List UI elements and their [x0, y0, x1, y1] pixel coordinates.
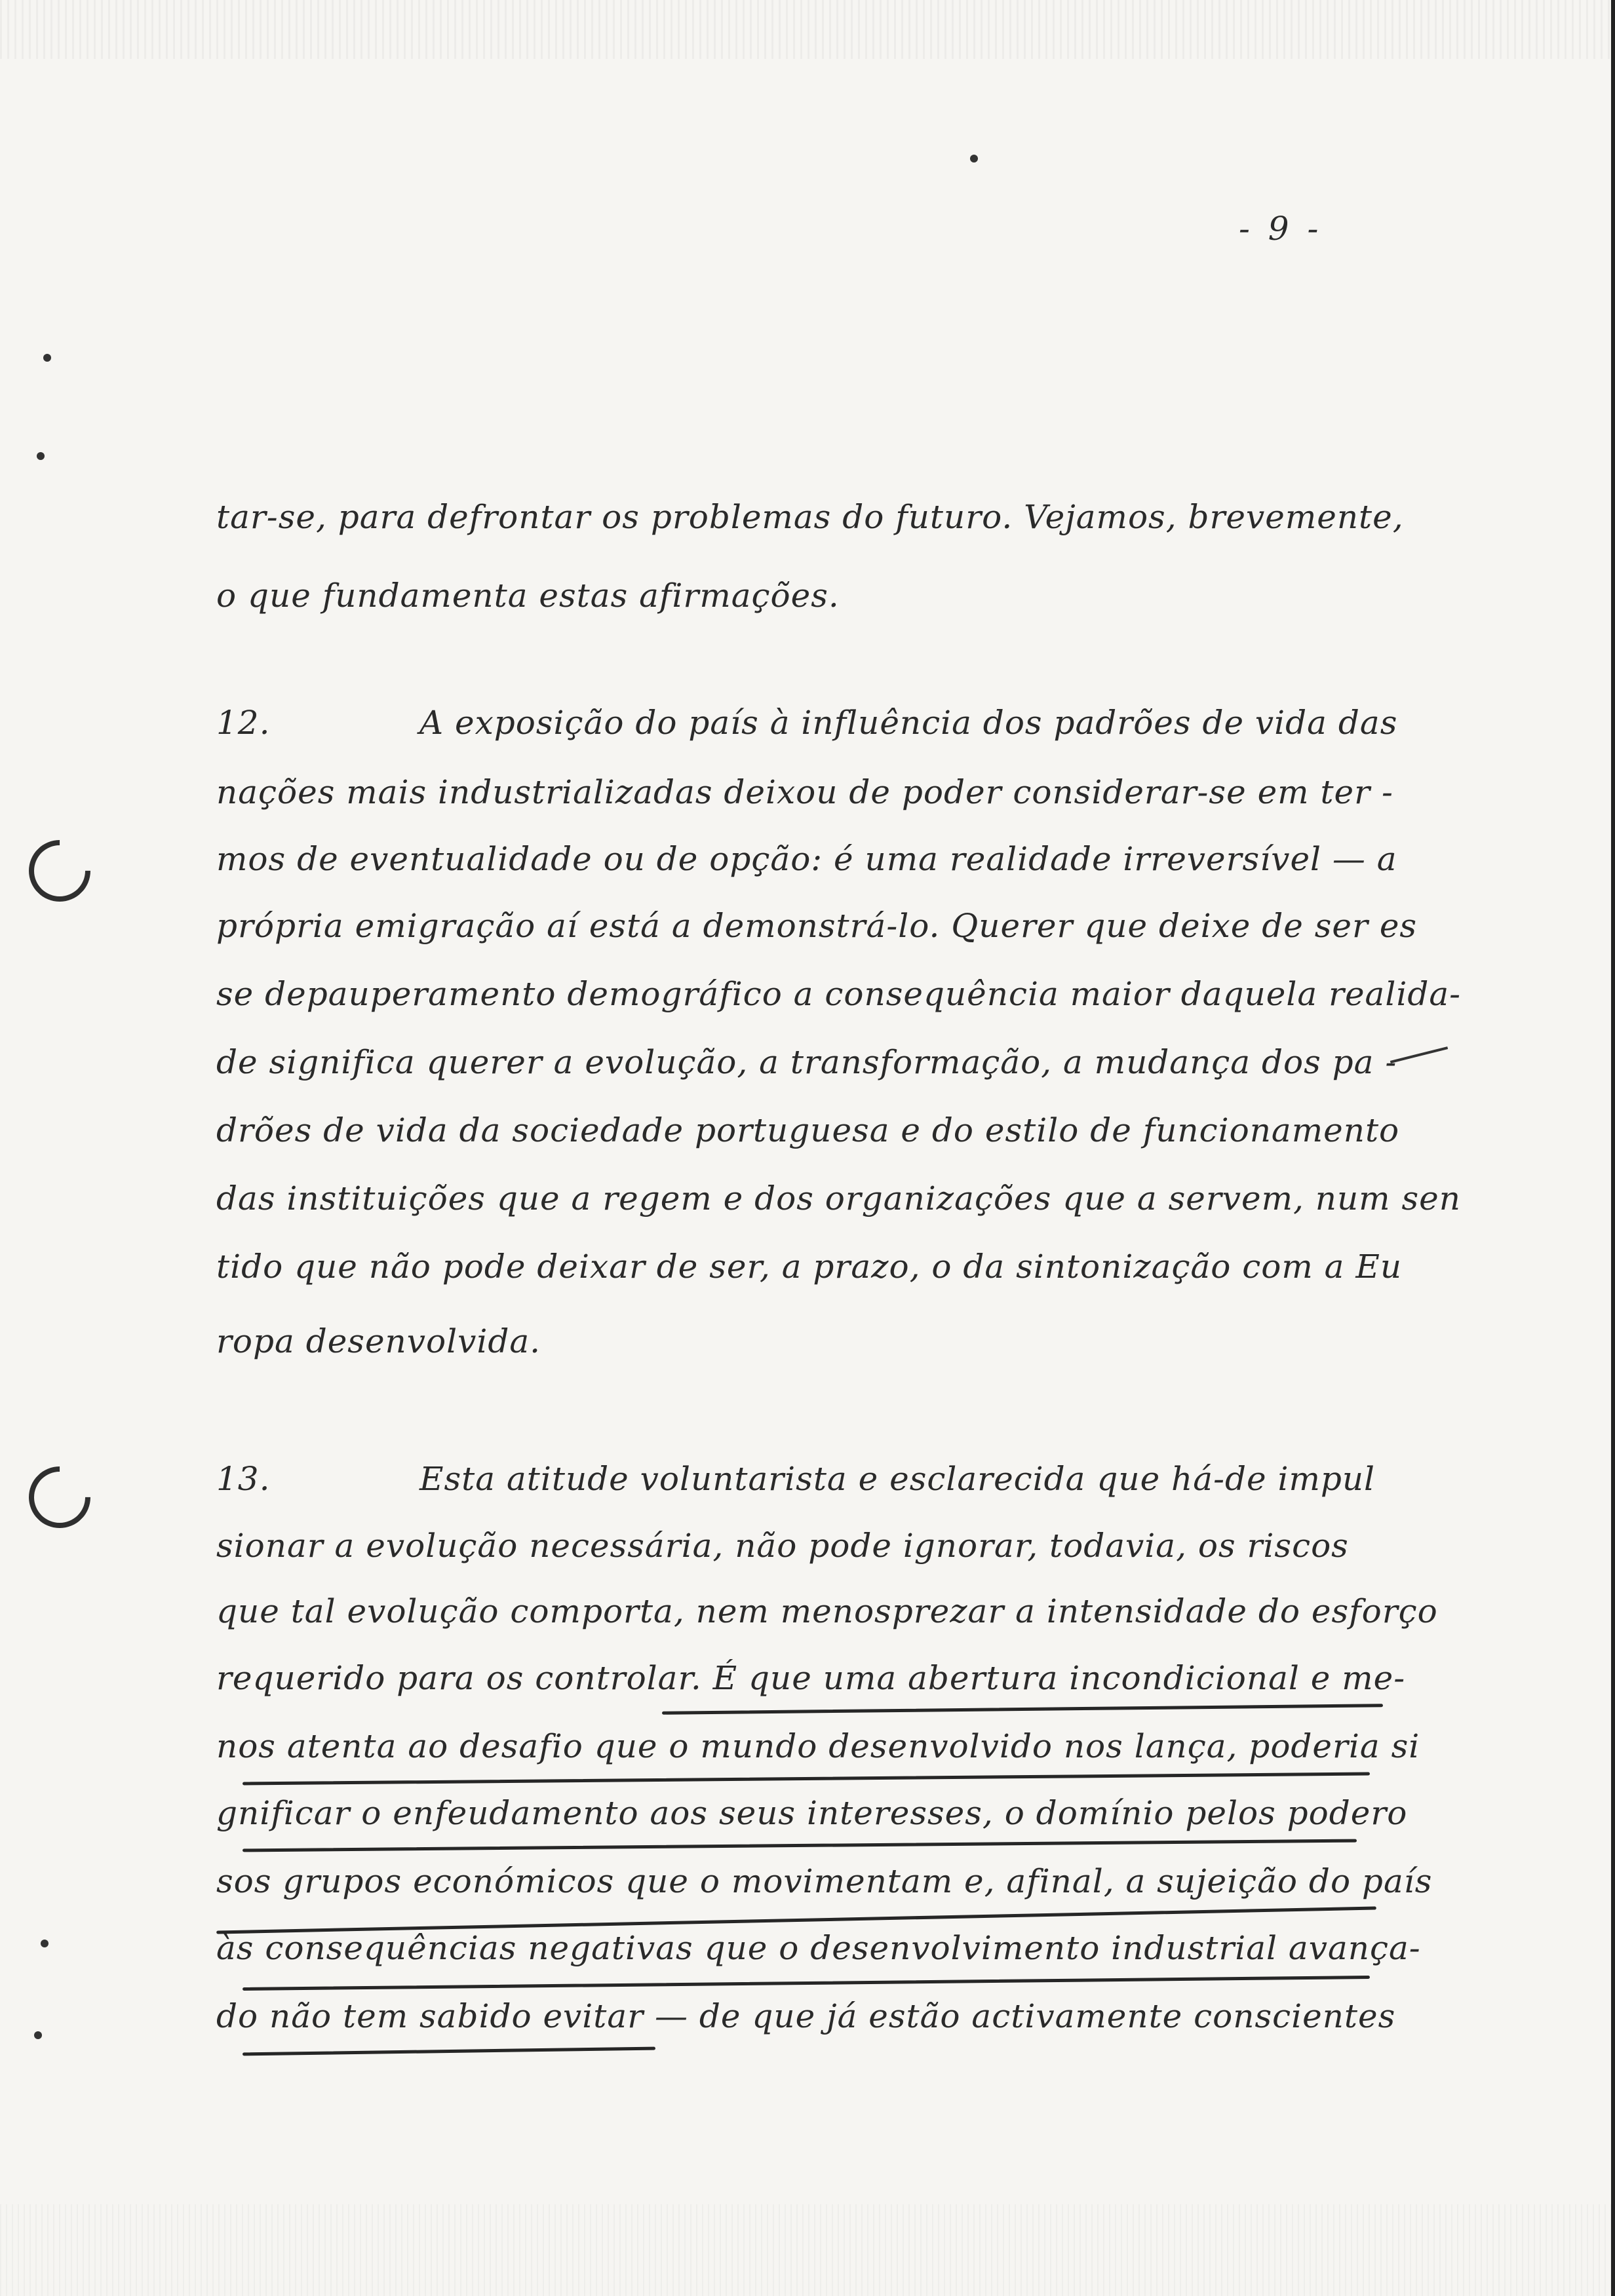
- text-line: mos de eventualidade ou de opção: é uma realidade irreversível — a: [216, 840, 1397, 878]
- margin-pen-stroke: [1390, 1046, 1448, 1063]
- paragraph-12-first-line: [216, 704, 1398, 742]
- paragraph-number: 12.: [216, 704, 271, 742]
- text-line: requerido para os controlar. É que uma abertura incondicional e me-: [216, 1659, 1406, 1697]
- text-line: sionar a evolução necessária, não pode ignorar, todavia, os riscos: [216, 1527, 1349, 1565]
- text-line: gnificar o enfeudamento aos seus interesses, o domínio pelos podero: [216, 1794, 1408, 1832]
- text-line: sos grupos económicos que o movimentam e, afinal, a sujeição do país: [216, 1862, 1433, 1900]
- text-line: de significa querer a evolução, a transformação, a mudança dos pa -: [216, 1043, 1397, 1081]
- scan-noise-bottom: [0, 2204, 1615, 2296]
- page-edge: [1611, 0, 1615, 2296]
- text-line: que tal evolução comporta, nem menosprezar a intensidade do esforço: [216, 1592, 1438, 1630]
- text-line: do não tem sabido evitar — de que já estão activamente conscientes: [216, 1997, 1396, 2035]
- page-number: - 9 -: [1239, 210, 1323, 248]
- text-line: tido que não pode deixar de ser, a prazo, o da sintonização com a Eu: [216, 1248, 1403, 1286]
- text-line: o que fundamenta estas afirmações.: [216, 577, 840, 615]
- scan-noise-top: [0, 0, 1615, 59]
- text-line: própria emigração aí está a demonstrá-lo. Querer que deixe de ser es: [216, 907, 1418, 945]
- text-line: nações mais industrializadas deixou de poder considerar-se em ter -: [216, 773, 1393, 811]
- text-line: nos atenta ao desafio que o mundo desenvolvido nos lança, poderia si: [216, 1727, 1420, 1765]
- text-line: A exposição do país à influência dos padrões de vida das: [419, 704, 1398, 742]
- scan-speck: [43, 354, 51, 362]
- pen-underline: [243, 1976, 1370, 1991]
- text-line: drões de vida da sociedade portuguesa e do estilo de funcionamento: [216, 1111, 1400, 1149]
- text-line: ropa desenvolvida.: [216, 1322, 541, 1360]
- scan-speck: [34, 2031, 42, 2039]
- pen-underline: [662, 1704, 1383, 1715]
- scan-speck: [41, 1940, 49, 1947]
- pen-underline: [243, 2047, 655, 2056]
- punch-hole-icon: [16, 828, 104, 915]
- paragraph-13-first-line: [216, 1460, 1376, 1498]
- text-line: às consequências negativas que o desenvolvimento industrial avança-: [216, 1929, 1421, 1967]
- text-line: tar-se, para defrontar os problemas do futuro. Vejamos, brevemente,: [216, 498, 1404, 536]
- scan-speck: [970, 155, 978, 163]
- text-line: das instituições que a regem e dos organizações que a servem, num sen: [216, 1179, 1461, 1217]
- text-line: Esta atitude voluntarista e esclarecida que há-de impul: [419, 1460, 1376, 1498]
- paragraph-number: 13.: [216, 1460, 271, 1498]
- text-line: se depauperamento demográfico a consequência maior daquela realida-: [216, 975, 1462, 1013]
- scan-speck: [37, 452, 45, 460]
- punch-hole-icon: [16, 1454, 104, 1541]
- pen-underline: [243, 1772, 1370, 1785]
- pen-underline: [243, 1839, 1357, 1852]
